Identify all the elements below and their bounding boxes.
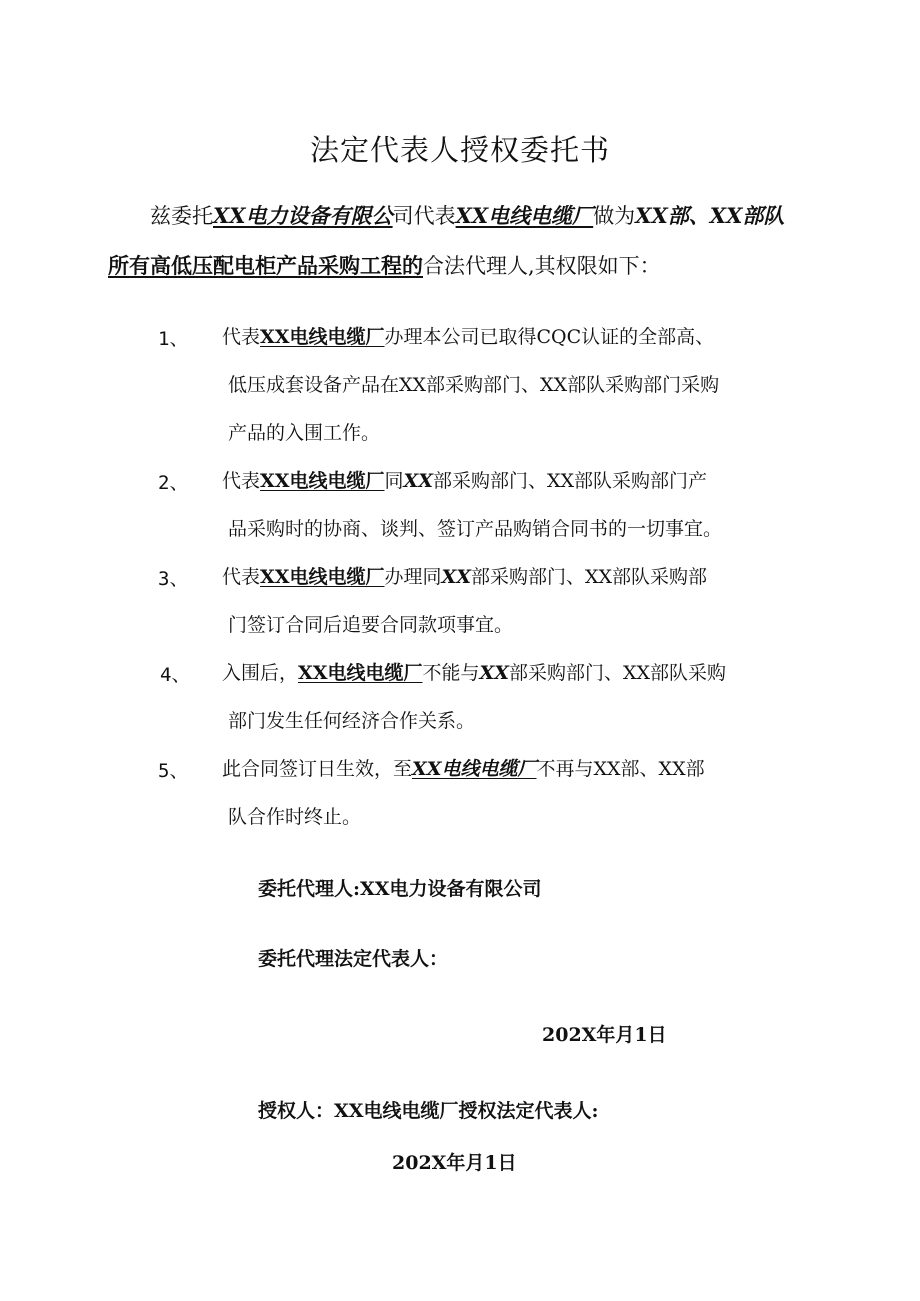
grantor-line: 授权人：XX电线电缆厂授权法定代表人: (258, 1100, 599, 1122)
intro-line-1 (150, 200, 784, 230)
intro-text: 合法代理人,其权限如下： (423, 254, 661, 278)
list-item (222, 562, 707, 589)
item-number: 2、 (158, 472, 189, 494)
item-number: 4、 (160, 664, 191, 686)
agent-line: 委托代理人:XX电力设备有限公司 (258, 878, 542, 900)
item-continuation: 队合作时终止。 (228, 806, 362, 828)
intro-text: 做为 (593, 204, 636, 228)
item-text: 部采购部门、XX部队采购部门产 (433, 470, 708, 492)
list-item (222, 658, 726, 685)
intro-line-2 (108, 250, 661, 280)
factory-name: XX电线电缆厂 (260, 566, 385, 588)
dept-code: XX (479, 662, 509, 684)
list-item (222, 754, 705, 781)
item-continuation: 产品的入围工作。 (228, 422, 381, 444)
project-name: 所有高低压配电柜产品采购工程的 (108, 253, 423, 278)
item-text: 不再与XX部、XX部 (536, 758, 705, 780)
intro-text: 司代表 (392, 204, 456, 228)
item-text: 不能与 (422, 662, 480, 684)
factory-name: XX电线电缆厂 (412, 758, 537, 780)
item-continuation: 品采购时的协商、谈判、签订产品购销合同书的一切事宜。 (228, 518, 723, 540)
intro-text: 兹委托 (150, 204, 213, 228)
document-title: 法定代表人授权委托书 (309, 133, 610, 167)
list-item (222, 466, 707, 493)
item-text: 代表 (222, 566, 261, 588)
item-continuation: 门签订合同后追要合同款项事宜。 (228, 614, 514, 636)
item-text: 入围后， (222, 662, 299, 684)
item-text: 同 (384, 470, 404, 492)
date-1: 202X年月1日 (542, 1024, 667, 1046)
agent-company-name: XX电力设备有限公 (213, 203, 393, 228)
factory-name: XX电线电缆厂 (298, 662, 423, 684)
item-number: 1、 (158, 328, 189, 350)
date-2: 202X年月1日 (392, 1152, 517, 1174)
item-text: 代表 (222, 470, 261, 492)
dept-code: XX (441, 566, 471, 588)
department-names: XX部、XX部队 (635, 203, 785, 228)
item-text: 部采购部门、XX部队采购部 (471, 566, 708, 588)
agent-representative-line: 委托代理法定代表人： (258, 948, 449, 970)
item-continuation: 低压成套设备产品在XX部采购部门、XX部队采购部门采购 (228, 374, 720, 396)
list-item (222, 322, 714, 349)
item-text: 此合同签订日生效，至 (222, 758, 413, 780)
principal-factory-name: XX电线电缆厂 (455, 203, 594, 228)
factory-name: XX电线电缆厂 (260, 326, 385, 348)
factory-name: XX电线电缆厂 (260, 470, 385, 492)
item-continuation: 部门发生任何经济合作关系。 (228, 710, 476, 732)
item-text: 办理同 (384, 566, 442, 588)
item-number: 5、 (158, 760, 189, 782)
item-text: 部采购部门、XX部队采购 (509, 662, 727, 684)
item-text: 代表 (222, 326, 261, 348)
item-number: 3、 (158, 568, 189, 590)
item-text: 办理本公司已取得CQC认证的全部高、 (384, 326, 715, 348)
dept-code: XX (403, 470, 433, 492)
